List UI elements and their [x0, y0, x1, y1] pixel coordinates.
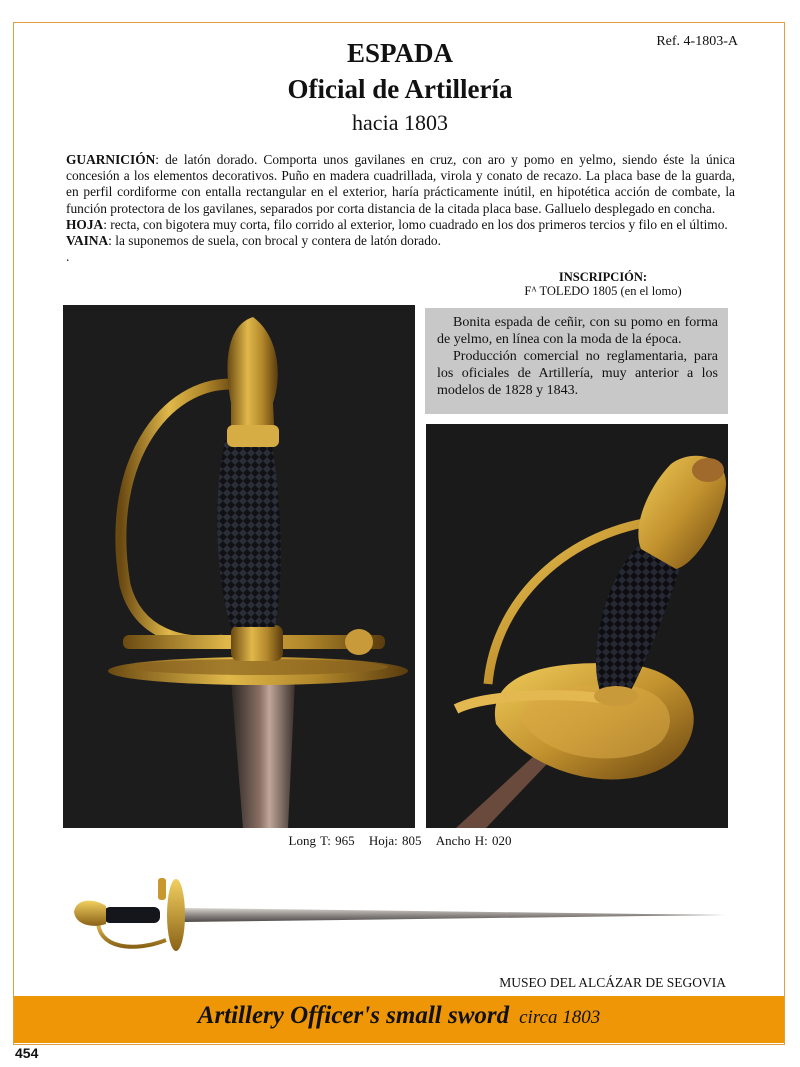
- guarnicion-text: : de latón dorado. Comporta unos gavilanes en cruz, con aro y pomo en yelmo, siendo éste la única concesión a los elementos decorativos. Puño en madera cuadrillada, virola y conato de recazo. La placa base de la guarda, en perfil cordiforme con entalla rectangular en el exterior, haría prácticamente inútil, en hipotética acción de combate, la función protectora de los gavilanes, separados por corta distancia de la citada placa base. Galluelo desplegado en concha.: [66, 152, 735, 216]
- notes-paragraph-1: Bonita espada de ceñir, con su pomo en forma de yelmo, en línea con la moda de la época.: [437, 315, 718, 347]
- inscription-text: Fᴬ TOLEDO 1805 (en el lomo): [524, 284, 682, 298]
- dimension-blade: Hoja: 805: [368, 833, 422, 848]
- notes-box: [425, 308, 728, 414]
- reference-number: Ref. 4-1803-A: [656, 34, 738, 49]
- hilt-photo: [63, 305, 415, 828]
- dot: .: [66, 249, 70, 265]
- vaina-label: VAINA: [66, 233, 109, 249]
- vaina-paragraph: [66, 233, 735, 249]
- hoja-text: : recta, con bigotera muy corta, filo corrido al exterior, lomo cuadrado en los dos primeros tercios y filo en el último.: [103, 216, 728, 232]
- dimension-width: Ancho H: 020: [435, 833, 512, 848]
- description: [66, 152, 735, 265]
- notes-paragraph-2: Producción comercial no reglamentaria, para los oficiales de Artillería, muy anterior a los modelos de 1828 y 1843.: [437, 349, 718, 398]
- hoja-paragraph: [66, 217, 735, 233]
- hilt-angle-photo: [426, 424, 728, 828]
- museum-credit: MUSEO DEL ALCÁZAR DE SEGOVIA: [499, 975, 726, 990]
- title-date: hacia 1803: [352, 110, 448, 135]
- inscription: [508, 270, 698, 298]
- dimensions: [0, 833, 800, 849]
- full-sword-illustration: [66, 870, 736, 960]
- hoja-label: HOJA: [66, 216, 104, 232]
- footer-subtitle: circa 1803: [519, 1007, 601, 1028]
- footer-title: Artillery Officer's small sword: [197, 1002, 510, 1029]
- title-espada: ESPADA: [346, 38, 453, 68]
- hilt-angle-photo-illustration: [426, 424, 728, 828]
- page-number: 454: [15, 1045, 39, 1061]
- dimension-length: Long T: 965: [288, 833, 355, 848]
- hilt-photo-illustration: [63, 305, 415, 828]
- full-sword-photo: [66, 870, 736, 960]
- inscription-heading: INSCRIPCIÓN:: [558, 270, 648, 284]
- guarnicion-label: GUARNICIÓN: [66, 152, 156, 167]
- footer-text: [14, 1002, 784, 1030]
- guarnicion-paragraph: [66, 152, 735, 217]
- footer-band: [14, 996, 784, 1043]
- vaina-text: : la suponemos de suela, con brocal y contera de latón dorado.: [108, 233, 441, 249]
- title-oficial: Oficial de Artillería: [287, 74, 513, 104]
